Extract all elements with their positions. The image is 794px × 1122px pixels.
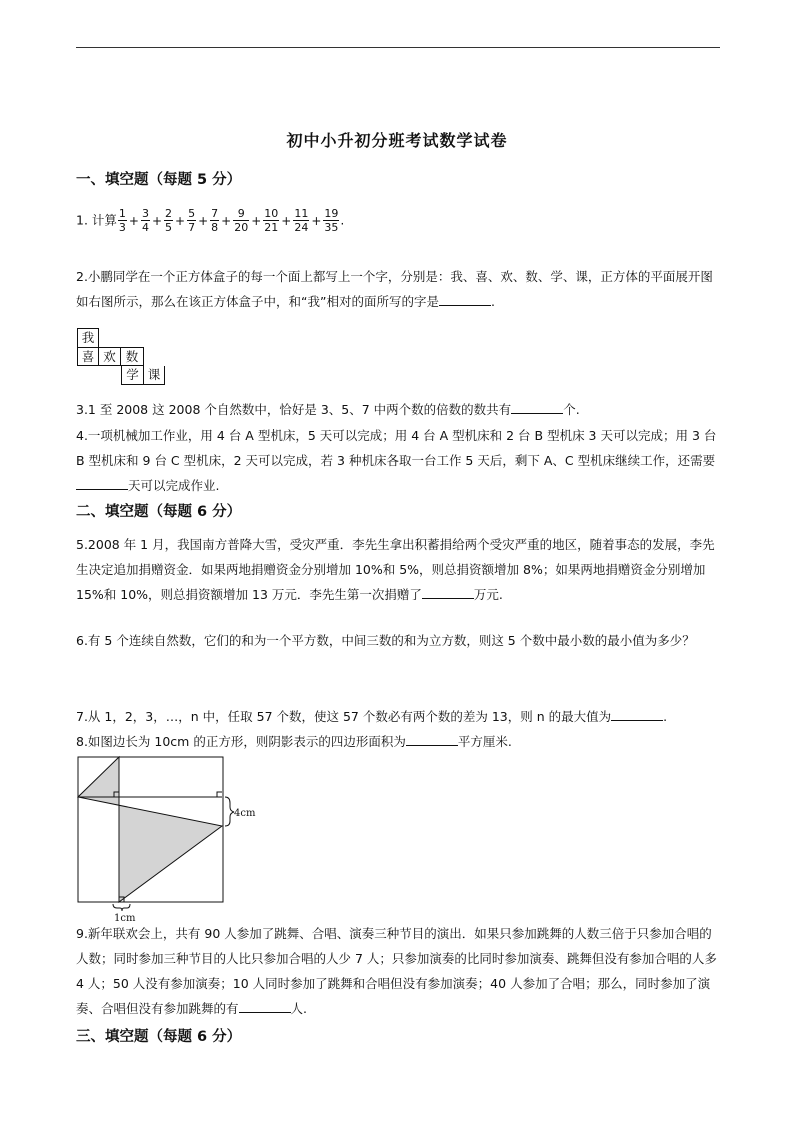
label-1cm: 1cm <box>114 913 136 924</box>
q4-text: 4.一项机械加工作业，用 4 台 A 型机床，5 天可以完成；用 4 台 A 型机床和 2 台 B 型机床 3 天可以完成；用 3 台 B 型机床和 9 台 C 型机床，2 天可以完成，若 3 种机床各取一台工作 5 天后，剩下 A、C 型机床继续工作，还需要 <box>76 428 717 468</box>
fraction-denominator: 21 <box>264 221 279 234</box>
q9-answer-blank[interactable] <box>239 999 291 1013</box>
plus-sign: + <box>175 213 186 228</box>
page-title: 初中小升初分班考试数学试卷 <box>286 131 508 150</box>
net-cell-wo: 我 <box>77 328 99 347</box>
section-heading-2: 二、填空题（每题 6 分） <box>76 504 242 520</box>
question-4 <box>76 423 722 498</box>
q5-text: 5.2008 年 1 月，我国南方普降大雪，受灾严重．李先生拿出积蓄捐给两个受灾严重的地区，随着事态的发展，李先生决定追加捐赠资金．如果两地捐赠资金分别增加 10%和 5%，则总捐资额增加 8%；如果两地捐赠资金分别增加 15%和 10%，则总捐资额增加 13 万元．李先生第一次捐赠了 <box>76 537 715 602</box>
plus-sign: + <box>198 213 209 228</box>
fraction-numerator: 7 <box>211 207 219 220</box>
q4-answer-blank[interactable] <box>76 476 128 490</box>
q8-text-end: 平方厘米. <box>457 734 512 749</box>
net-cell-huan: 欢 <box>99 347 121 366</box>
fraction-numerator: 3 <box>141 207 149 220</box>
q3-text: 3.1 至 2008 这 2008 个自然数中，恰好是 3、5、7 中两个数的倍数的数共有 <box>76 402 512 417</box>
fraction <box>187 207 196 234</box>
right-angle-mark-right <box>217 792 222 797</box>
question-6 <box>76 628 722 653</box>
fraction <box>210 207 219 234</box>
question-1 <box>76 200 344 240</box>
q7-answer-blank[interactable] <box>611 707 663 721</box>
q2-text-end: . <box>490 294 495 309</box>
question-7 <box>76 704 722 729</box>
brace-1cm <box>113 904 130 911</box>
fraction-denominator: 5 <box>165 221 173 234</box>
q9-text: 9.新年联欢会上，共有 90 人参加了跳舞、合唱、演奏三种节目的演出．如果只参加跳舞的人数三倍于只参加合唱的人数；同时参加三种节目的人比只参加合唱的人少 7 人；只参加演奏的比同时参加演奏、跳舞但没有参加合唱的人多 4 人；50 人没有参加演奏；10 人同时参加了跳舞和合唱但没有参加演奏；40 人参加了合唱；那么，同时参加了演奏、合唱但没有参加跳舞的有 <box>76 926 717 1016</box>
q4-text-end: 天可以完成作业. <box>128 478 220 493</box>
question-8 <box>76 729 722 754</box>
plus-sign: + <box>128 213 139 228</box>
fraction-numerator: 9 <box>233 207 249 221</box>
q2-answer-blank[interactable] <box>439 292 491 306</box>
plus-sign: + <box>151 213 163 228</box>
fraction-denominator: 4 <box>141 221 149 234</box>
section-heading-1: 一、填空题（每题 5 分） <box>76 172 242 188</box>
q1-suffix: . <box>340 212 345 228</box>
fraction-numerator: 10 <box>264 207 279 220</box>
question-5 <box>76 532 722 607</box>
q8-text: 8.如图边长为 10cm 的正方形，则阴影表示的四边形面积为 <box>76 734 406 749</box>
question-3 <box>76 397 722 422</box>
q8-answer-blank[interactable] <box>406 732 458 746</box>
label-4cm: 4cm <box>234 808 256 819</box>
fraction-numerator: 5 <box>188 207 196 220</box>
q9-text-end: 人. <box>290 1001 307 1016</box>
fraction-numerator: 1 <box>118 207 126 220</box>
section-heading-3: 三、填空题（每题 6 分） <box>76 1029 242 1045</box>
q2-text: 2.小鹏同学在一个正方体盒子的每一个面上都写上一个字，分别是：我、喜、欢、数、学、课，正方体的平面展开图如右图所示，那么在该正方体盒子中，和“我”相对的面所写的字是 <box>76 269 713 309</box>
net-cell-xue: 学 <box>121 366 144 385</box>
q6-text: 6.有 5 个连续自然数，它们的和为一个平方数，中间三数的和为立方数，则这 5 个数中最小数的最小值为多少？ <box>76 633 695 648</box>
fraction <box>263 207 279 234</box>
fraction-numerator: 2 <box>165 207 173 220</box>
plus-sign: + <box>251 213 262 228</box>
plus-sign: + <box>311 213 322 228</box>
fraction-numerator: 11 <box>294 207 309 220</box>
q5-text-end: 万元. <box>473 587 503 602</box>
fraction-denominator: 35 <box>324 221 339 234</box>
square-quadrilateral-figure <box>76 755 266 925</box>
net-cell-shu: 数 <box>121 347 144 366</box>
fraction <box>141 207 150 234</box>
net-cell-ke: 课 <box>143 366 165 385</box>
fraction <box>164 207 173 234</box>
q1-fraction-sum <box>117 207 341 234</box>
plus-sign: + <box>221 213 232 228</box>
fraction-denominator: 20 <box>234 221 249 234</box>
plus-sign: + <box>281 213 292 228</box>
fraction <box>233 207 249 234</box>
question-2 <box>76 264 722 314</box>
fraction <box>323 207 339 234</box>
q3-text-end: 个. <box>563 402 580 417</box>
shaded-quadrilateral <box>78 757 222 902</box>
q5-answer-blank[interactable] <box>422 585 474 599</box>
fraction-denominator: 3 <box>118 221 126 234</box>
fraction-numerator: 19 <box>324 207 339 220</box>
brace-4cm <box>225 797 234 826</box>
fraction-denominator: 7 <box>188 221 196 234</box>
fraction-denominator: 24 <box>294 221 309 234</box>
q1-prefix: 1. 计算 <box>76 212 117 228</box>
net-cell-xi: 喜 <box>77 347 99 366</box>
header-rule <box>76 47 720 48</box>
q7-text: 7.从 1，2，3，…，n 中，任取 57 个数，使这 57 个数必有两个数的差为 13，则 n 的最大值为 <box>76 709 612 724</box>
fraction <box>118 207 127 234</box>
q7-text-end: . <box>663 709 668 724</box>
fraction <box>293 207 309 234</box>
fraction-denominator: 8 <box>211 221 219 234</box>
question-9 <box>76 921 722 1021</box>
q3-answer-blank[interactable] <box>511 400 563 414</box>
